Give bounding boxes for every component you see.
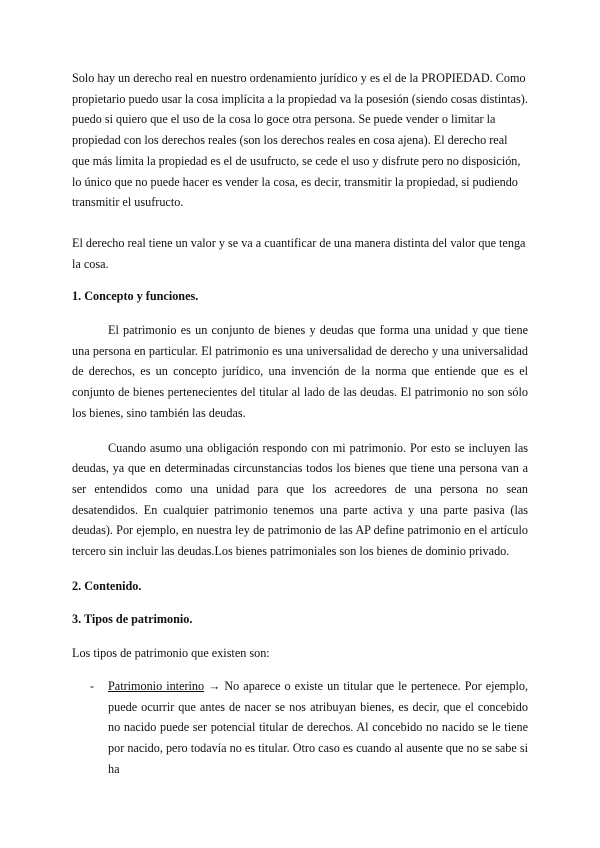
section-heading-concepto: 1. Concepto y funciones.: [72, 289, 199, 304]
list-item-description: → No aparece o existe un titular que le pertenece. Por ejemplo, puede ocurrir que antes de nacer se nos atribuyan bienes, es decir, que el concebido no nacido puede ser potencial titular de derechos. Al concebido no nacido se le tiene por nacido, pero todavía no es titular. Otro caso es cuando al ausente que no se sabe si ha: [108, 678, 528, 776]
tipos-list: [72, 676, 528, 780]
list-item-term: Patrimonio interino: [108, 678, 205, 693]
document-body: [72, 68, 528, 779]
tipos-intro-paragraph: Los tipos de patrimonio que existen son:: [72, 646, 270, 661]
section-heading-tipos: 3. Tipos de patrimonio.: [72, 612, 193, 627]
intro-paragraph-1: Solo hay un derecho real en nuestro ordenamiento jurídico y es el de la PROPIEDAD. Como propietario puedo usar la cosa implícita a la propiedad va la posesión (siendo cosas distintas). puedo si quiero que el uso de la cosa lo goce otra persona. Se puede vender o limitar la propiedad con los derechos reales (son los derechos reales en cosa ajena). El derecho real que más limita la propiedad es el de usufructo, se cede el uso y disfrute pero no disposición, lo único que no puede hacer es vender la cosa, es decir, transmitir la propiedad, si pudiendo transmitir el usufructo.: [72, 71, 528, 210]
list-item: [72, 676, 528, 780]
intro-paragraph-2: El derecho real tiene un valor y se va a cuantificar de una manera distinta del valor que tenga la cosa.: [72, 235, 526, 271]
concepto-paragraph-1: El patrimonio es un conjunto de bienes y deudas que forma una unidad y que tiene una persona en particular. El patrimonio es una universalidad de derecho y una universalidad de derechos, es un concepto jurídico, una invención de la norma que entiende que es el conjunto de bienes pertenecientes del titular al lado de las deudas. El patrimonio no son sólo los bienes, sino también las deudas.: [72, 323, 528, 420]
bullet-dash: -: [90, 678, 95, 693]
list-item-text: [108, 676, 528, 780]
section-heading-contenido: 2. Contenido.: [72, 578, 142, 593]
concepto-paragraph-2: Cuando asumo una obligación respondo con mi patrimonio. Por esto se incluyen las deudas, ya que en determinadas circunstancias todos los bienes que tiene una persona van a ser entendidos como una unidad para que los acreedores de una persona no sean desatendidos. En cualquier patrimonio tenemos una parte activa y una parte pasiva (las deudas). Por ejemplo, en nuestra ley de patrimonio de las AP define patrimonio en el artículo tercero sin incluir las deudas.Los bienes patrimoniales son los bienes de dominio privado.: [72, 440, 528, 559]
